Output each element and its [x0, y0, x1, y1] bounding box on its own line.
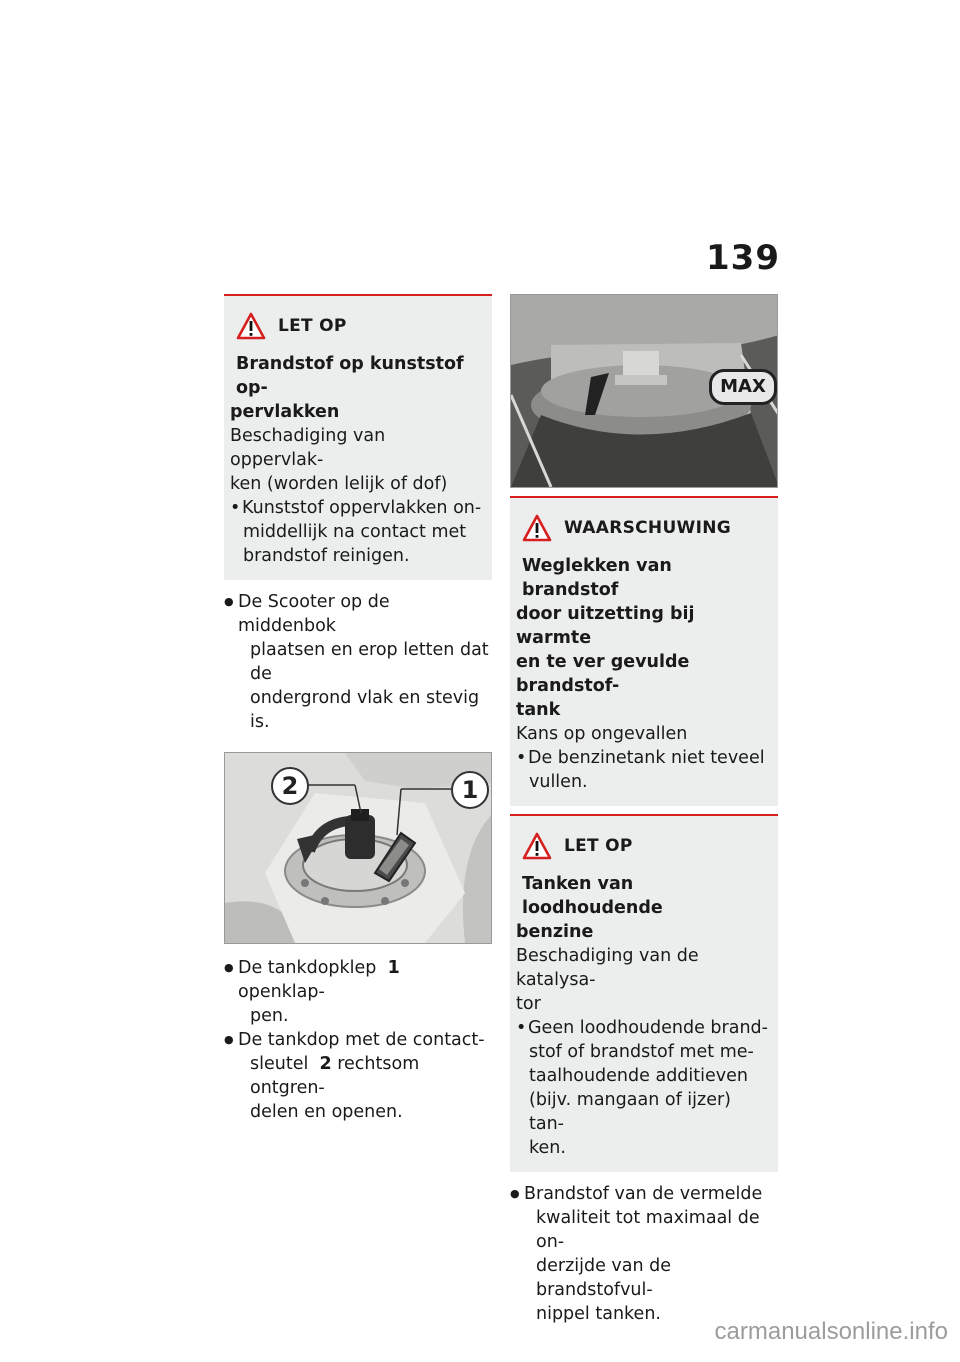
- bullet-line: Kunststof oppervlakken on-: [242, 498, 482, 518]
- max-fill-label: MAX: [709, 369, 777, 405]
- fuel-cap-illustration: [224, 752, 492, 944]
- step-text: openklap-: [238, 982, 325, 1002]
- part-reference: 1: [387, 958, 400, 978]
- step-line: delen en openen.: [250, 1102, 403, 1122]
- warning-title-cont: door uitzetting bij warmte: [516, 604, 695, 648]
- warning-bullet: [516, 746, 770, 794]
- notice-header: [230, 310, 484, 342]
- callout-1: 1: [451, 771, 489, 809]
- step-line: Brandstof van de vermelde: [524, 1184, 763, 1204]
- notice-header: [516, 830, 770, 862]
- bullet-line: stof of brandstof met me-: [529, 1042, 754, 1062]
- notice-bullet: [230, 496, 484, 568]
- notice-title-cont: pervlakken: [230, 402, 340, 422]
- bullet-line: brandstof reinigen.: [243, 546, 410, 566]
- warning-triangle-icon: [236, 312, 266, 340]
- instruction-step: [510, 1182, 778, 1326]
- watermark: carmanualsonline.info: [714, 1318, 948, 1345]
- left-column: [224, 294, 492, 1124]
- bullet-line: ken.: [529, 1138, 566, 1158]
- notice-heading: LET OP: [564, 836, 633, 856]
- instruction-step: [224, 590, 492, 734]
- step-line: kwaliteit tot maximaal de on-: [536, 1208, 760, 1252]
- notice-title-cont: benzine: [516, 922, 594, 942]
- callout-2: 2: [271, 767, 309, 805]
- bullet-line: Geen loodhoudende brand-: [528, 1018, 768, 1038]
- step-line: De tankdop met de contact-: [238, 1030, 485, 1050]
- warning-triangle-icon: [522, 832, 552, 860]
- notice-body: Beschadiging van oppervlak-: [230, 426, 386, 470]
- notice-body: Beschadiging van de katalysa-: [516, 946, 699, 990]
- instruction-step: [224, 956, 492, 1028]
- part-reference: 2: [319, 1054, 332, 1074]
- page-number: 139: [706, 238, 780, 278]
- warning-title-cont: en te ver gevulde brandstof-: [516, 652, 690, 696]
- bullet-line: middellijk na contact met: [243, 522, 467, 542]
- step-line: nippel tanken.: [536, 1304, 661, 1324]
- notice-title: Tanken van loodhoudende: [522, 874, 663, 918]
- bullet-line: De benzinetank niet teveel: [528, 748, 765, 768]
- step-text: rechtsom ontgren-: [250, 1054, 420, 1098]
- right-column: [510, 294, 778, 1326]
- bullet-line: (bijv. mangaan of ijzer) tan-: [529, 1090, 731, 1134]
- notice-box: [224, 294, 492, 580]
- step-line: De Scooter op de middenbok: [238, 592, 390, 636]
- step-line: derzijde van de brandstofvul-: [536, 1256, 672, 1300]
- tank-fill-photo: [510, 294, 778, 488]
- notice-body-cont: ken (worden lelijk of dof): [230, 474, 448, 494]
- warning-heading: WAARSCHUWING: [564, 518, 732, 538]
- step-line: plaatsen en erop letten dat de: [250, 640, 489, 684]
- step-text: sleutel: [250, 1054, 309, 1074]
- notice-bullet: [516, 1016, 770, 1160]
- notice-body-cont: tor: [516, 994, 541, 1014]
- notice-box: [510, 814, 778, 1172]
- notice-heading: LET OP: [278, 316, 347, 336]
- warning-triangle-icon: [522, 514, 552, 542]
- instruction-step: [224, 1028, 492, 1124]
- step-text: De tankdopklep: [238, 958, 377, 978]
- warning-header: [516, 512, 770, 544]
- bullet-line: taalhoudende additieven: [529, 1066, 748, 1086]
- step-line: pen.: [250, 1006, 289, 1026]
- bullet-line: vullen.: [529, 772, 588, 792]
- step-line: ondergrond vlak en stevig is.: [250, 688, 480, 732]
- warning-box: [510, 496, 778, 806]
- warning-title: Weglekken van brandstof: [522, 556, 672, 600]
- warning-body: Kans op ongevallen: [516, 724, 688, 744]
- notice-title: Brandstof op kunststof op-: [236, 354, 464, 398]
- warning-title-cont: tank: [516, 700, 561, 720]
